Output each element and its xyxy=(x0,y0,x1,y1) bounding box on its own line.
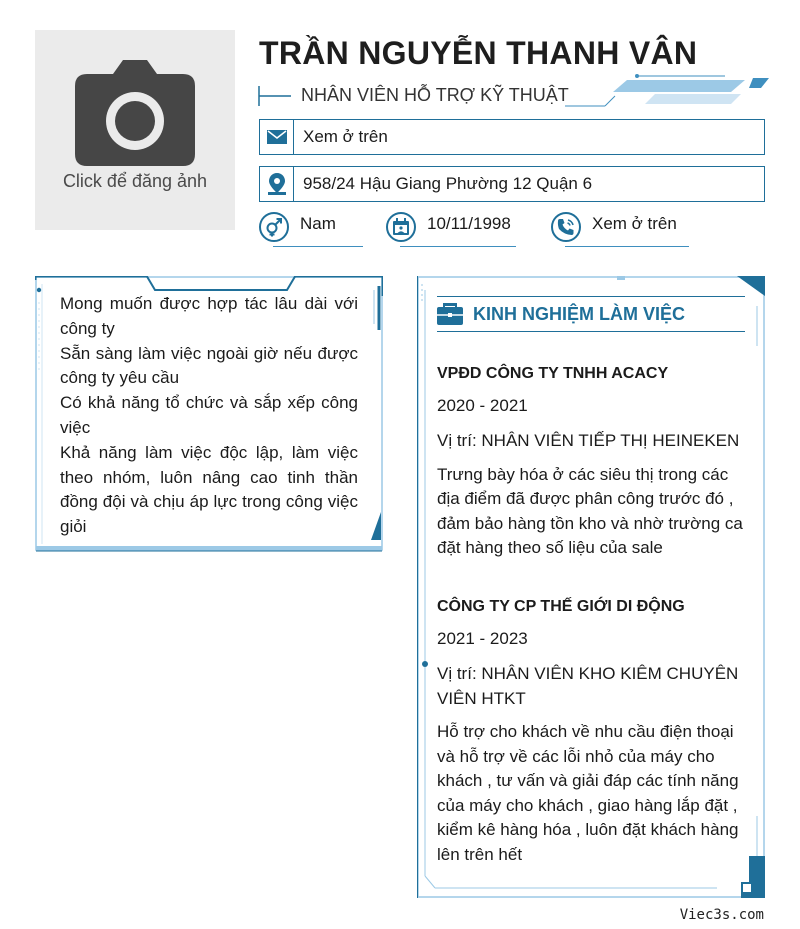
phone-field xyxy=(551,210,691,252)
site-watermark: Viec3s.com xyxy=(679,907,764,923)
objective-item: Có khả năng tổ chức và sắp xếp công việc xyxy=(60,393,358,437)
job-position: Vị trí: NHÂN VIÊN KHO KIÊM CHUYÊN VIÊN HTKT xyxy=(437,664,739,708)
calendar-icon xyxy=(392,218,410,236)
job-title: NHÂN VIÊN HỖ TRỢ KỸ THUẬT xyxy=(301,85,569,105)
birthday-field xyxy=(386,210,526,252)
candidate-name: TRẦN NGUYỄN THANH VÂN xyxy=(259,35,698,71)
objective-item: Mong muốn được hợp tác lâu dài với công ty xyxy=(60,294,358,338)
gender-icon xyxy=(264,217,284,237)
phone-value: Xem ở trên xyxy=(592,214,677,233)
title-bracket-decoration xyxy=(258,86,298,106)
camera-icon xyxy=(75,60,195,166)
header-circuit-decoration xyxy=(565,74,770,110)
employment-period: 2020 - 2021 xyxy=(437,396,528,415)
avatar-upload[interactable] xyxy=(35,30,235,230)
objective-item: Khả năng làm việc độc lập, làm việc theo nhóm, luôn nâng cao tinh thần đồng đội và chịu áp lực trong công việc giỏi xyxy=(60,442,358,537)
address-field xyxy=(259,166,765,202)
job-description: Trưng bày hóa ở các siêu thị trong các địa điểm đã được phân công trước đó , đảm bảo hàng tồn kho và nhờ trường ca đặt hàng theo số liệu của sale xyxy=(437,464,743,557)
avatar-upload-label: Click để đăng ảnh xyxy=(62,171,208,191)
birthday-value: 10/11/1998 xyxy=(427,214,511,233)
experience-entry xyxy=(437,365,745,561)
objective-panel xyxy=(35,276,383,552)
gender-value: Nam xyxy=(300,214,336,233)
address-value: 958/24 Hậu Giang Phường 12 Quận 6 xyxy=(303,174,593,193)
phone-icon xyxy=(556,217,576,237)
envelope-icon xyxy=(267,130,287,144)
experience-panel xyxy=(417,276,765,898)
email-value: Xem ở trên xyxy=(303,127,388,146)
location-pin-icon xyxy=(268,173,286,195)
experience-section-title: KINH NGHIỆM LÀM VIỆC xyxy=(473,303,686,324)
career-objective xyxy=(60,292,358,540)
job-position: Vị trí: NHÂN VIÊN TIẾP THỊ HEINEKEN xyxy=(437,431,740,450)
gender-field xyxy=(259,210,369,252)
company-name: CÔNG TY CP THẾ GIỚI DI ĐỘNG xyxy=(437,598,685,615)
job-description: Hỗ trợ cho khách về nhu cầu điện thoại và hỗ trợ về các lỗi nhỏ của máy cho khách , tư vấn và giải đáp các tính năng của máy cho khách , giao hàng lắp đặt , kiểm kê hàng hóa , luôn đặt khách hàng lên trên hết xyxy=(437,722,739,864)
email-field xyxy=(259,119,765,155)
briefcase-icon xyxy=(437,303,463,325)
company-name: VPĐD CÔNG TY TNHH ACACY xyxy=(437,365,669,382)
experience-entry xyxy=(437,598,745,867)
objective-item: Sẵn sàng làm việc ngoài giờ nếu được công ty yêu cầu xyxy=(60,343,358,388)
experience-section-header xyxy=(437,296,745,332)
employment-period: 2021 - 2023 xyxy=(437,629,528,648)
